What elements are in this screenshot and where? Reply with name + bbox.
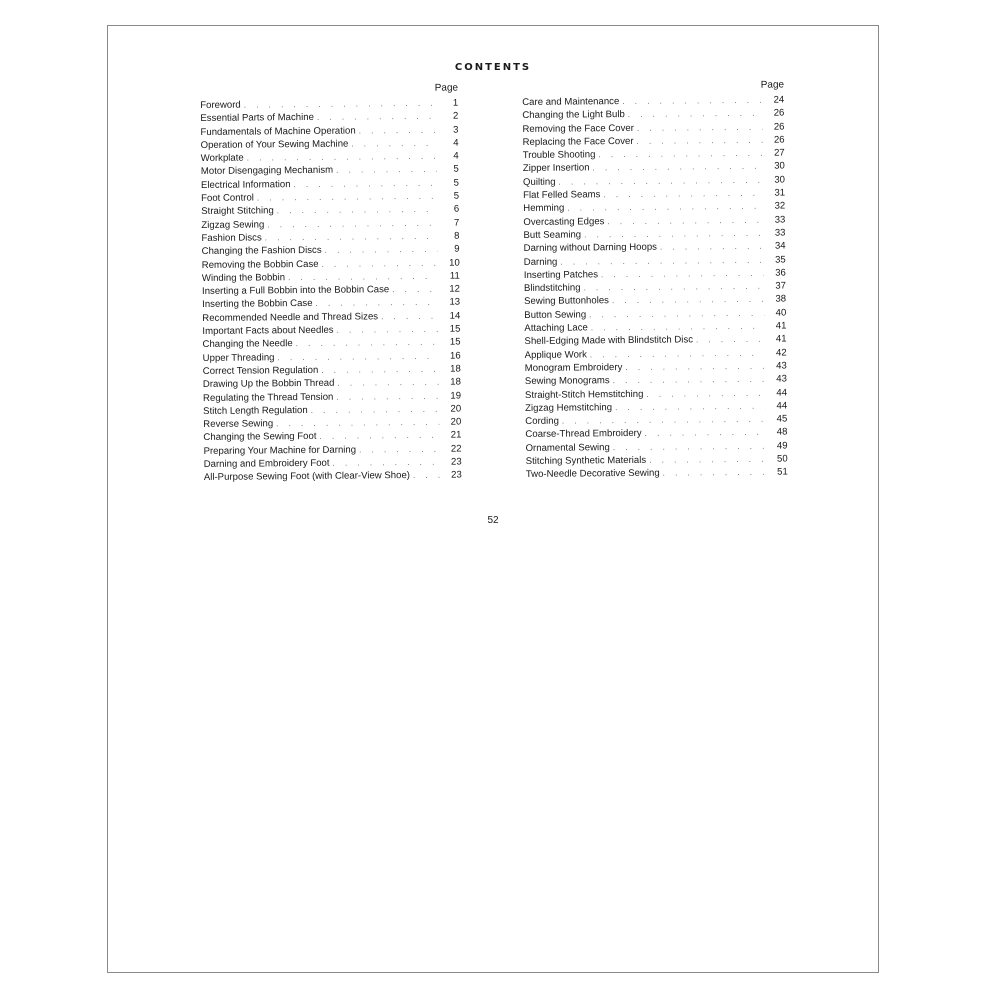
toc-entry-title: Upper Threading [202, 351, 275, 364]
toc-entry-page: 35 [775, 254, 786, 266]
dot-leader [646, 386, 765, 400]
toc-entry-title: Ornamental Sewing [525, 441, 610, 454]
toc-left-list [200, 97, 462, 485]
toc-entry-page: 20 [450, 403, 462, 415]
toc-entry-page: 4 [453, 150, 459, 162]
toc-entry-title: Cording [525, 415, 559, 428]
toc-entry-page: 34 [774, 240, 786, 252]
toc-entry-page: 24 [773, 94, 785, 106]
toc-entry-page: 44 [776, 387, 788, 399]
toc-entry-title: Operation of Your Sewing Machine [200, 138, 349, 151]
toc-entry-page: 33 [774, 214, 786, 226]
dot-leader [351, 137, 436, 151]
toc-entry-title: Foot Control [201, 192, 254, 205]
dot-leader [636, 134, 762, 149]
toc-entry-title: Sewing Monograms [524, 375, 610, 388]
toc-entry-page: 5 [453, 190, 460, 202]
toc-entry-page: 26 [773, 134, 785, 146]
toc-entry-page: 5 [453, 177, 460, 189]
toc-entry-title: Zigzag Sewing [201, 219, 265, 231]
toc-entry-title: Removing the Face Cover [522, 122, 634, 135]
toc-entry [526, 466, 788, 482]
toc-entry-title: Care and Maintenance [522, 96, 620, 108]
toc-entry-page: 30 [774, 174, 786, 186]
dot-leader [625, 360, 765, 375]
toc-entry-page: 19 [450, 390, 462, 402]
toc-entry-title: Shell-Edging Made with Blindstitch Disc [524, 334, 694, 348]
dot-leader [336, 163, 437, 177]
toc-entry-page: 18 [450, 363, 461, 375]
toc-entry-page: 15 [449, 323, 461, 335]
toc-entry-title: Replacing the Face Cover [522, 135, 634, 148]
toc-entry-page: 37 [775, 280, 787, 292]
dot-leader [336, 389, 439, 403]
toc-entry-page: 33 [774, 227, 786, 239]
toc-entry-title: Reverse Sewing [203, 418, 274, 431]
toc-entry-title: Darning without Darning Hoops [523, 241, 658, 255]
toc-entry-title: Stitching Synthetic Materials [525, 454, 647, 467]
toc-entry-page: 50 [776, 453, 788, 465]
toc-entry-title: Applique Work [524, 349, 587, 361]
toc-entry-title: Sewing Buttonholes [524, 295, 610, 308]
toc-entry-page: 12 [449, 283, 461, 295]
toc-entry-page: 20 [450, 416, 462, 428]
toc-entry-title: Removing the Bobbin Case [201, 258, 319, 271]
toc-entry-page: 27 [773, 147, 785, 159]
toc-entry-page: 49 [776, 440, 788, 452]
dot-leader [359, 123, 437, 137]
toc-entry-title: Workplate [200, 152, 244, 165]
toc-entry-title: Recommended Needle and Thread Sizes [202, 311, 379, 324]
toc-entry-page: 14 [449, 310, 461, 322]
toc-entry-page: 15 [449, 336, 461, 348]
toc-entry-title: Button Sewing [524, 309, 587, 321]
dot-leader [663, 466, 766, 480]
toc-entry-title: Butt Seaming [523, 229, 582, 241]
toc-entry-page: 43 [776, 360, 787, 372]
dot-leader [696, 333, 765, 347]
toc-entry-title: Drawing Up the Bobbin Thread [202, 377, 335, 391]
toc-entry-page: 18 [450, 376, 461, 388]
toc-entry-title: Two-Needle Decorative Sewing [525, 468, 660, 481]
dot-leader [381, 309, 438, 323]
dot-leader [337, 323, 439, 337]
toc-entry-title: Foreword [200, 99, 241, 111]
document-page [107, 25, 879, 973]
dot-leader [321, 256, 437, 270]
toc-entry-title: Straight Stitching [201, 205, 274, 218]
toc-entry-page: 13 [449, 296, 461, 309]
toc-entry-page: 44 [776, 400, 788, 412]
dot-leader [319, 429, 439, 443]
toc-entry-page: 36 [775, 267, 786, 279]
dot-leader [296, 336, 439, 351]
toc-entry-page: 23 [450, 456, 462, 468]
toc-entry-page: 1 [452, 97, 459, 109]
page-column-header: Page [760, 79, 785, 91]
toc-entry-page: 11 [449, 270, 460, 282]
page-title: CONTENTS [454, 62, 532, 73]
toc-entry-title: Trouble Shooting [522, 149, 596, 162]
dot-leader [337, 376, 439, 390]
toc-entry-title: Straight-Stitch Hemstitching [524, 388, 644, 401]
toc-entry-title: Darning [523, 256, 558, 268]
toc-entry-title: Changing the Needle [202, 338, 293, 351]
toc-entry-title: Flat Felled Seams [523, 189, 601, 202]
toc-entry-title: Important Facts about Needles [202, 324, 334, 338]
dot-leader [660, 240, 764, 254]
toc-entry-page: 48 [776, 426, 788, 438]
dot-leader [628, 107, 763, 122]
toc-entry-title: Inserting Patches [523, 269, 599, 281]
toc-entry-title: Darning and Embroidery Foot [203, 457, 330, 470]
toc-entry-page: 51 [777, 466, 788, 478]
toc-entry-title: Inserting the Bobbin Case [202, 298, 313, 311]
dot-leader [317, 110, 437, 124]
toc-entry-title: Changing the Fashion Discs [201, 245, 322, 258]
toc-entry-page: 26 [773, 121, 785, 133]
dot-leader [311, 403, 440, 418]
toc-entry-page: 43 [776, 373, 787, 385]
dot-leader [294, 177, 438, 192]
toc-entry-title: Blindstitching [523, 282, 581, 295]
toc-entry [204, 469, 462, 485]
toc-entry-page: 31 [774, 187, 786, 199]
toc-entry-title: Stitch Length Regulation [203, 404, 308, 417]
toc-entry-title: Correct Tension Regulation [202, 364, 319, 377]
toc-entry-page: 41 [775, 320, 787, 332]
toc-left-column [200, 80, 462, 485]
toc-entry-title: Coarse-Thread Embroidery [525, 428, 642, 441]
toc-entry-page: 26 [773, 107, 785, 119]
toc-entry-page: 32 [774, 200, 786, 212]
dot-leader [325, 243, 438, 257]
dot-leader [332, 456, 439, 470]
toc-entry-title: Motor Disengaging Mechanism [200, 165, 334, 178]
toc-entry-page: 9 [454, 243, 460, 255]
toc-entry-title: Zipper Insertion [522, 162, 590, 175]
dot-leader [637, 120, 763, 135]
toc-entry-title: Winding the Bobbin [201, 272, 286, 284]
toc-entry-title: Inserting a Full Bobbin into the Bobbin Case [201, 284, 390, 298]
toc-entry-page: 2 [452, 110, 459, 122]
toc-entry-title: Electrical Information [200, 178, 291, 191]
page-column-header: Page [434, 82, 459, 94]
dot-leader [645, 426, 766, 440]
toc-entry-page: 4 [453, 137, 459, 149]
page-number: 52 [487, 515, 499, 526]
toc-entry-page: 42 [775, 347, 787, 359]
toc-entry-title: All-Purpose Sewing Foot (with Clear-View Shoe) [203, 470, 411, 484]
toc-entry-title: Monogram Embroidery [524, 361, 623, 374]
dot-leader [649, 453, 766, 467]
dot-leader [315, 296, 438, 310]
toc-entry-page: 22 [450, 443, 462, 455]
toc-entry-page: 40 [775, 307, 787, 319]
toc-entry-title: Overcasting Edges [523, 215, 605, 228]
dot-leader [622, 94, 762, 109]
toc-entry-title: Preparing Your Machine for Darning [203, 444, 357, 457]
toc-entry-title: Changing the Light Bulb [522, 109, 625, 122]
toc-entry-page: 3 [453, 124, 459, 136]
toc-entry-page: 7 [453, 217, 460, 229]
toc-entry-title: Hemming [523, 202, 565, 215]
toc-entry-page: 45 [776, 413, 788, 425]
toc-entry-page: 38 [775, 293, 787, 306]
toc-entry-page: 16 [449, 350, 461, 362]
toc-right-column [522, 76, 788, 481]
toc-entry-page: 30 [774, 160, 785, 173]
toc-entry-page: 6 [453, 203, 460, 215]
toc-entry-title: Changing the Sewing Foot [203, 431, 317, 444]
toc-entry-page: 23 [451, 469, 462, 481]
toc-entry-title: Quilting [522, 176, 556, 188]
toc-entry-title: Zigzag Hemstitching [525, 401, 613, 414]
toc-entry-page: 8 [454, 230, 460, 242]
toc-entry-title: Attaching Lace [524, 322, 588, 335]
toc-entry-page: 10 [449, 257, 460, 269]
toc-right-list [522, 93, 788, 481]
toc-entry-page: 41 [775, 333, 787, 345]
dot-leader [392, 283, 438, 297]
toc-entry-title: Fundamentals of Machine Operation [200, 125, 356, 138]
toc-entry-page: 5 [453, 164, 459, 176]
dot-leader [359, 442, 440, 456]
toc-entry-page: 21 [450, 429, 462, 442]
toc-entry-title: Fashion Discs [201, 232, 262, 244]
toc-entry-title: Essential Parts of Machine [200, 112, 314, 125]
toc-entry-title: Regulating the Thread Tension [202, 391, 334, 404]
dot-leader [321, 363, 439, 377]
dot-leader [413, 469, 440, 483]
